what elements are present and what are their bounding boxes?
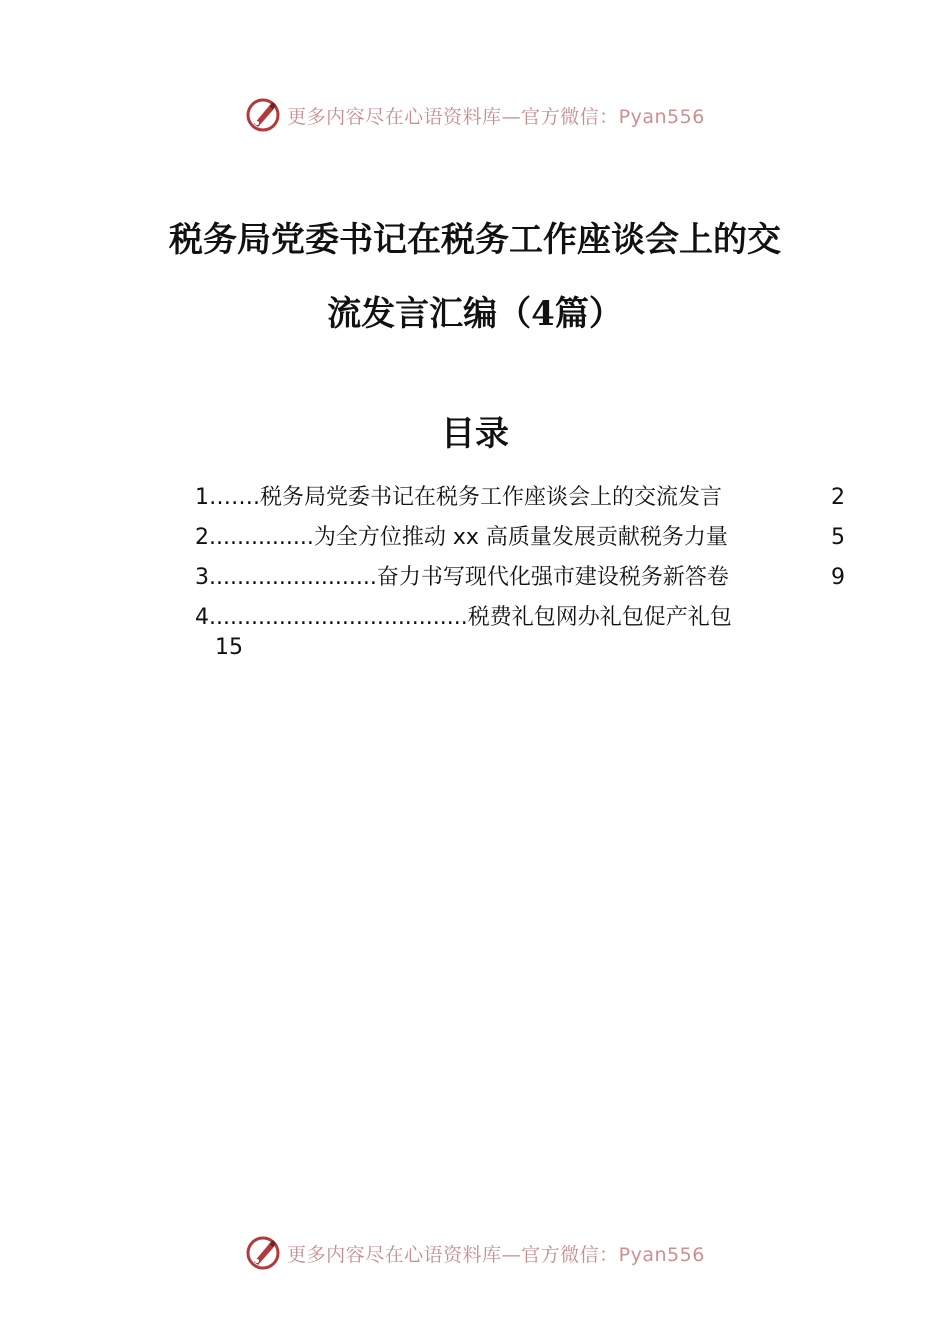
toc-item[interactable] xyxy=(195,518,845,558)
toc-item-title: 4.....................................税费礼包网办礼包促产礼包 xyxy=(195,605,732,630)
toc-item[interactable] xyxy=(195,478,845,518)
toc-item-title: 1…….税务局党委书记在税务工作座谈会上的交流发言 xyxy=(195,485,722,510)
table-of-contents xyxy=(195,478,845,660)
toc-item[interactable] xyxy=(195,558,845,598)
toc-item-page: 9 xyxy=(831,565,845,590)
banner-text: 更多内容尽在心语资料库—官方微信：Pyan556 xyxy=(287,1243,705,1266)
toc-heading: 目录 xyxy=(441,414,509,454)
pen-seal-logo-icon xyxy=(245,1235,281,1271)
document-title-line2: 流发言汇编（4篇） xyxy=(327,294,623,334)
toc-item-page: 15 xyxy=(215,635,243,660)
pen-seal-logo-icon xyxy=(245,97,281,133)
document-title-line1: 税务局党委书记在税务工作座谈会上的交 xyxy=(169,220,781,260)
toc-item-title: 2...............为全方位推动 xx 高质量发展贡献税务力量 xyxy=(195,525,728,550)
toc-item-title: 3........................奋力书写现代化强市建设税务新答卷 xyxy=(195,565,729,590)
wechat-id: Pyan556 xyxy=(618,1243,705,1266)
header-banner xyxy=(0,93,950,137)
banner-text: 更多内容尽在心语资料库—官方微信：Pyan556 xyxy=(287,105,705,128)
wechat-id: Pyan556 xyxy=(618,105,705,128)
toc-item-page: 5 xyxy=(831,525,845,550)
toc-item[interactable] xyxy=(195,598,845,660)
toc-item-page: 2 xyxy=(831,485,845,510)
footer-banner xyxy=(0,1231,950,1275)
